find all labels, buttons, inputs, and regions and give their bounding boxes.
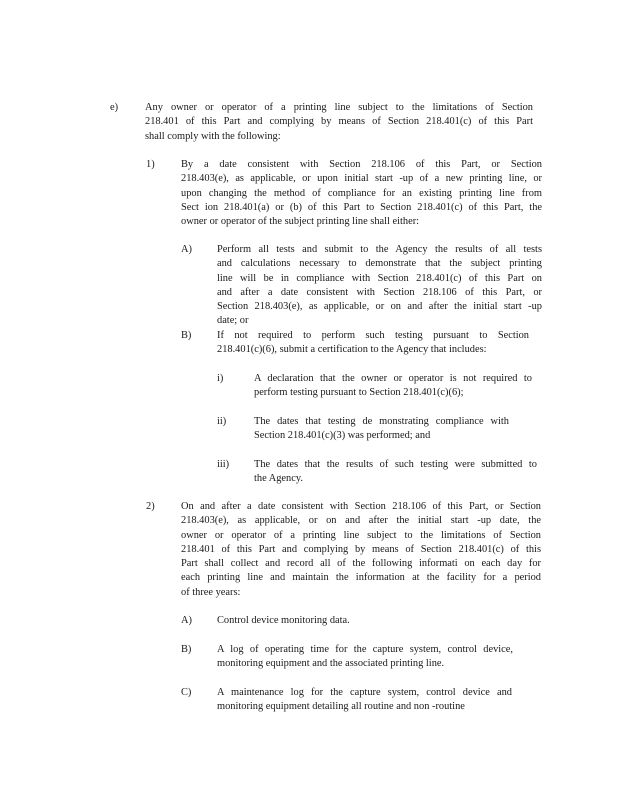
text-line: On and after a date consistent with Section 218.106 of this Part, or Section — [181, 501, 541, 512]
text-line: The dates that the results of such testing were submitted to — [254, 459, 537, 470]
item-label: 2) — [146, 501, 155, 512]
text-line: monitoring equipment detailing all routine and non -routine — [217, 701, 465, 713]
text-line: of three years: — [181, 586, 241, 598]
text-line: and calculations necessary to demonstrate that the subject printing — [217, 258, 542, 270]
text-line: owner or operator of a printing line subject to the limitations of Section — [181, 529, 541, 541]
item-label: B) — [181, 330, 192, 341]
text-line: the Agency. — [254, 473, 303, 485]
item-text — [254, 458, 537, 487]
item-text — [217, 329, 529, 358]
item-label: ii) — [217, 416, 227, 427]
item-text — [217, 686, 512, 715]
item-text — [217, 614, 517, 628]
text-line: Section 218.401(c)(3) was performed; and — [254, 430, 431, 442]
text-line: 218.401 of this Part and complying by means of Section 218.401(c) of this — [181, 543, 541, 555]
item-label: i) — [217, 373, 224, 384]
item-label: A) — [181, 244, 192, 255]
item-label: B) — [181, 644, 192, 655]
text-line: By a date consistent with Section 218.106 of this Part, or Section — [181, 159, 542, 170]
item-text — [254, 372, 532, 401]
item-label: A) — [181, 615, 192, 626]
text-line: A declaration that the owner or operator is not required to — [254, 373, 532, 384]
text-line: Section 218.403(e), as applicable, or on and after the initial start -up — [217, 301, 542, 313]
text-line: The dates that testing de monstrating compliance with — [254, 416, 509, 427]
text-line: shall comply with the following: — [145, 130, 281, 142]
text-line: 218.403(e), as applicable, or upon initial start -up of a new printing line, or — [181, 173, 542, 185]
text-line: owner or operator of the subject printing line shall either: — [181, 216, 420, 228]
text-line: monitoring equipment and the associated printing line. — [217, 658, 445, 670]
text-line: perform testing pursuant to Section 218.401(c)(6); — [254, 387, 464, 399]
text-line: Control device monitoring data. — [217, 615, 350, 626]
text-line: each printing line and maintain the information at the facility for a period — [181, 572, 541, 584]
item-label: e) — [110, 102, 119, 113]
item-text — [145, 101, 533, 144]
item-text — [181, 158, 542, 229]
text-line: and after a date consistent with Section 218.106 of this Part, or — [217, 286, 542, 298]
item-label: C) — [181, 687, 192, 698]
item-text — [181, 500, 541, 600]
text-line: A log of operating time for the capture system, control device, — [217, 644, 513, 655]
text-line: date; or — [217, 315, 249, 327]
item-text — [217, 243, 542, 329]
text-line: Any owner or operator of a printing line subject to the limitations of Section — [145, 102, 533, 113]
text-line: upon changing the method of compliance for an existing printing line from — [181, 187, 542, 199]
text-line: Perform all tests and submit to the Agency the results of all tests — [217, 244, 542, 255]
item-text — [254, 415, 509, 444]
item-text — [217, 643, 513, 672]
item-label: 1) — [146, 159, 155, 170]
text-line: A maintenance log for the capture system, control device and — [217, 687, 512, 698]
text-line: 218.401(c)(6), submit a certification to the Agency that includes: — [217, 344, 487, 356]
text-line: Sect ion 218.401(a) or (b) of this Part to Section 218.401(c) of this Part, the — [181, 201, 542, 213]
text-line: 218.401 of this Part and complying by means of Section 218.401(c) of this Part — [145, 116, 533, 128]
item-label: iii) — [217, 459, 230, 470]
text-line: Part shall collect and record all of the following informati on each day for — [181, 558, 541, 570]
text-line: If not required to perform such testing pursuant to Section — [217, 330, 529, 341]
text-line: 218.403(e), as applicable, or on and after the initial start -up date, the — [181, 515, 541, 527]
text-line: line will be in compliance with Section 218.401(c) of this Part on — [217, 272, 542, 284]
